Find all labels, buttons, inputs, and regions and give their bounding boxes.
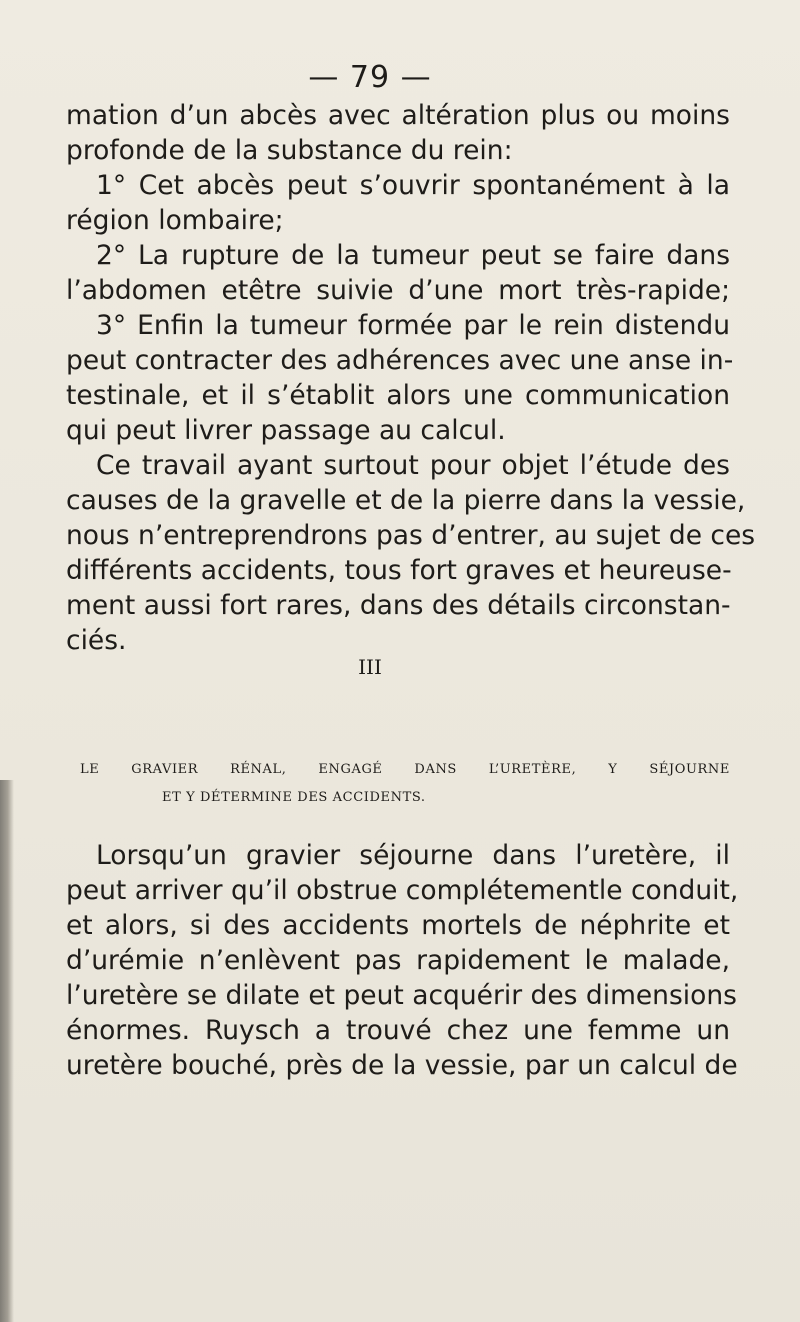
text-line: 3° Enfin la tumeur formée par le rein distendu xyxy=(96,310,730,341)
text-line: région lombaire; xyxy=(66,205,284,236)
text-line: et alors, si des accidents mortels de néphrite et xyxy=(66,910,730,941)
text-line: uretère bouché, près de la vessie, par un calcul de xyxy=(66,1050,738,1081)
text-line: mation d’un abcès avec altération plus ou moins xyxy=(66,100,730,131)
text-line: énormes. Ruysch a trouvé chez une femme un xyxy=(66,1015,730,1046)
page-number: — 79 — xyxy=(308,60,432,95)
text-line: peut contracter des adhérences avec une anse in- xyxy=(66,345,734,376)
section-title-line: LE GRAVIER RÉNAL, ENGAGÉ DANS L’URETÈRE, Y SÉJOURNE xyxy=(80,762,730,777)
text-line: d’urémie n’enlèvent pas rapidement le malade, xyxy=(66,945,730,976)
body-text-top xyxy=(66,98,756,658)
text-line: l’abdomen etêtre suivie d’une mort très-rapide; xyxy=(66,275,730,306)
text-line: Ce travail ayant surtout pour objet l’étude des xyxy=(96,450,730,481)
text-line: 2° La rupture de la tumeur peut se faire dans xyxy=(96,240,730,271)
section-title xyxy=(66,756,730,812)
text-line: testinale, et il s’établit alors une communication xyxy=(66,380,730,411)
text-line: l’uretère se dilate et peut acquérir des dimensions xyxy=(66,980,737,1011)
text-line: ment aussi fort rares, dans des détails circonstan- xyxy=(66,590,731,621)
section-number: III xyxy=(358,655,382,679)
text-line: causes de la gravelle et de la pierre dans la vessie, xyxy=(66,485,746,516)
section-title-line: ET Y DÉTERMINE DES ACCIDENTS. xyxy=(162,790,426,805)
text-line: différents accidents, tous fort graves et heureuse- xyxy=(66,555,732,586)
text-line: Lorsqu’un gravier séjourne dans l’uretère, il xyxy=(96,840,730,871)
text-line: nous n’entreprendrons pas d’entrer, au sujet de ces xyxy=(66,520,756,551)
page-binding-shadow xyxy=(0,780,14,1322)
text-line: peut arriver qu’il obstrue complétementle conduit, xyxy=(66,875,739,906)
text-line: ciés. xyxy=(66,625,127,656)
text-line: qui peut livrer passage au calcul. xyxy=(66,415,506,446)
body-text-bottom xyxy=(66,838,739,1083)
text-line: 1° Cet abcès peut s’ouvrir spontanément à la xyxy=(96,170,730,201)
text-line: profonde de la substance du rein: xyxy=(66,135,513,166)
